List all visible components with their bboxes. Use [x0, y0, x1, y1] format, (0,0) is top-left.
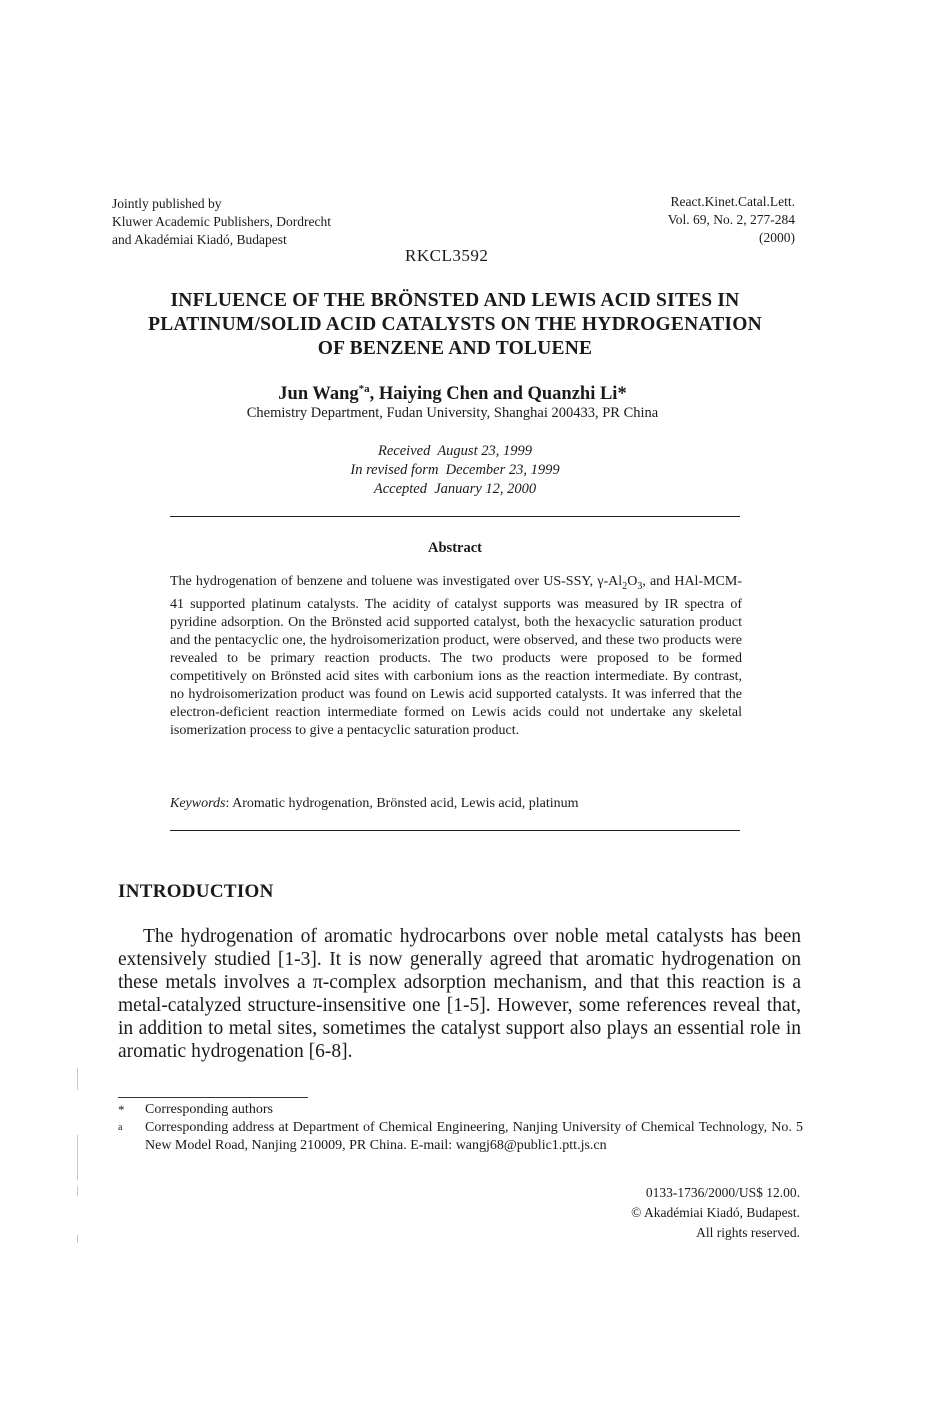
keywords-label: Keywords	[170, 796, 226, 811]
subscript: 2	[622, 580, 628, 592]
abstract-text-part: O	[627, 574, 638, 589]
introduction-paragraph: The hydrogenation of aromatic hydrocarbons over noble metal catalysts has been extensively studied [1-3]. It is now generally agreed that aromatic hydrogenation on these metals involves a π-complex adsorption mechanism, and that this reaction is a metal-catalyzed structure-insensitive one [1-5]. However, some references reveal that, in addition to metal sites, sometimes the catalyst support also plays an essential role in aromatic hydrogenation [6-8].	[118, 926, 801, 1062]
submission-dates	[250, 442, 660, 499]
publisher-info	[112, 195, 442, 249]
author-superscript: *a	[358, 383, 370, 395]
abstract-text-part: , and HAl-MCM-41 supported platinum catalysts. The acidity of catalyst supports was measured by IR spectra of pyridine adsorption. On the Brönsted acid supported catalyst, both the hexacyclic saturation product and the pentacyclic one, the hydroisomerization product, were observed, and these two products were revealed to be primary reaction products. The two products were proposed to be formed competitively on Brönsted acid sites with carbonium ions as the reaction intermediate. By contrast, no hydroisomerization product was found on Lewis acid supported catalysts. It was inferred that the electron-deficient reaction intermediate formed on Lewis acids could not undertake any skeletal isomerization process to give a pentacyclic saturation product.	[170, 574, 742, 738]
title-line: INFLUENCE OF THE BRÖNSTED AND LEWIS ACID SITES IN	[170, 290, 740, 311]
footnote-text: Corresponding address at Department of Chemical Engineering, Nanjing University of Chemical Technology, No. 5 New Model Road, Nanjing 210009, PR China. E-mail: wangj68@public1.ptt.js.cn	[145, 1120, 803, 1153]
footnote-mark: *	[118, 1102, 125, 1117]
title-line: PLATINUM/SOLID ACID CATALYSTS ON THE HYDROGENATION	[148, 314, 762, 335]
publisher-line: Kluwer Academic Publishers, Dordrecht	[112, 214, 331, 229]
keywords	[170, 796, 742, 812]
author-names-rest: , Haiying Chen and Quanzhi Li*	[369, 384, 627, 405]
copyright-line: © Akadémiai Kiadó, Budapest.	[631, 1205, 800, 1220]
article-code: RKCL3592	[405, 246, 489, 265]
footnote-rule	[118, 1097, 308, 1098]
author-list	[200, 383, 705, 405]
abstract-text-part: The hydrogenation of benzene and toluene was investigated over US-SSY, γ-Al	[170, 574, 623, 589]
copyright-block	[560, 1183, 800, 1243]
footnote-text: Corresponding authors	[145, 1102, 273, 1117]
footnotes	[118, 1101, 803, 1155]
abstract-top-rule	[170, 516, 740, 517]
revised-date: In revised form December 23, 1999	[350, 462, 560, 478]
publisher-line: and Akadémiai Kiadó, Budapest	[112, 232, 287, 247]
journal-citation	[590, 193, 795, 247]
author-name: Jun Wang	[278, 384, 359, 405]
copyright-line: All rights reserved.	[696, 1225, 800, 1240]
abstract-text	[170, 573, 742, 740]
paper-title	[110, 289, 800, 361]
copyright-line: 0133-1736/2000/US$ 12.00.	[645, 1185, 800, 1200]
title-line: OF BENZENE AND TOLUENE	[317, 338, 593, 359]
scan-mark	[77, 1235, 78, 1243]
abstract-heading: Abstract	[428, 540, 482, 556]
footnote	[118, 1101, 803, 1119]
abstract-bottom-rule	[170, 830, 740, 831]
journal-line: Vol. 69, No. 2, 277-284	[667, 212, 795, 227]
publisher-line: Jointly published by	[112, 196, 222, 211]
keywords-list: : Aromatic hydrogenation, Brönsted acid, Lewis acid, platinum	[225, 796, 579, 811]
scan-mark	[77, 1186, 78, 1196]
footnote	[118, 1119, 803, 1155]
scan-mark	[77, 1135, 78, 1180]
section-heading: INTRODUCTION	[118, 881, 274, 902]
received-date: Received August 23, 1999	[378, 443, 532, 459]
journal-line: (2000)	[759, 230, 795, 245]
journal-line: React.Kinet.Catal.Lett.	[670, 194, 795, 209]
accepted-date: Accepted January 12, 2000	[373, 481, 537, 497]
subscript: 3	[637, 580, 643, 592]
affiliation: Chemistry Department, Fudan University, Shanghai 200433, PR China	[246, 405, 659, 421]
scan-mark	[77, 1068, 78, 1090]
footnote-mark: a	[118, 1122, 123, 1133]
